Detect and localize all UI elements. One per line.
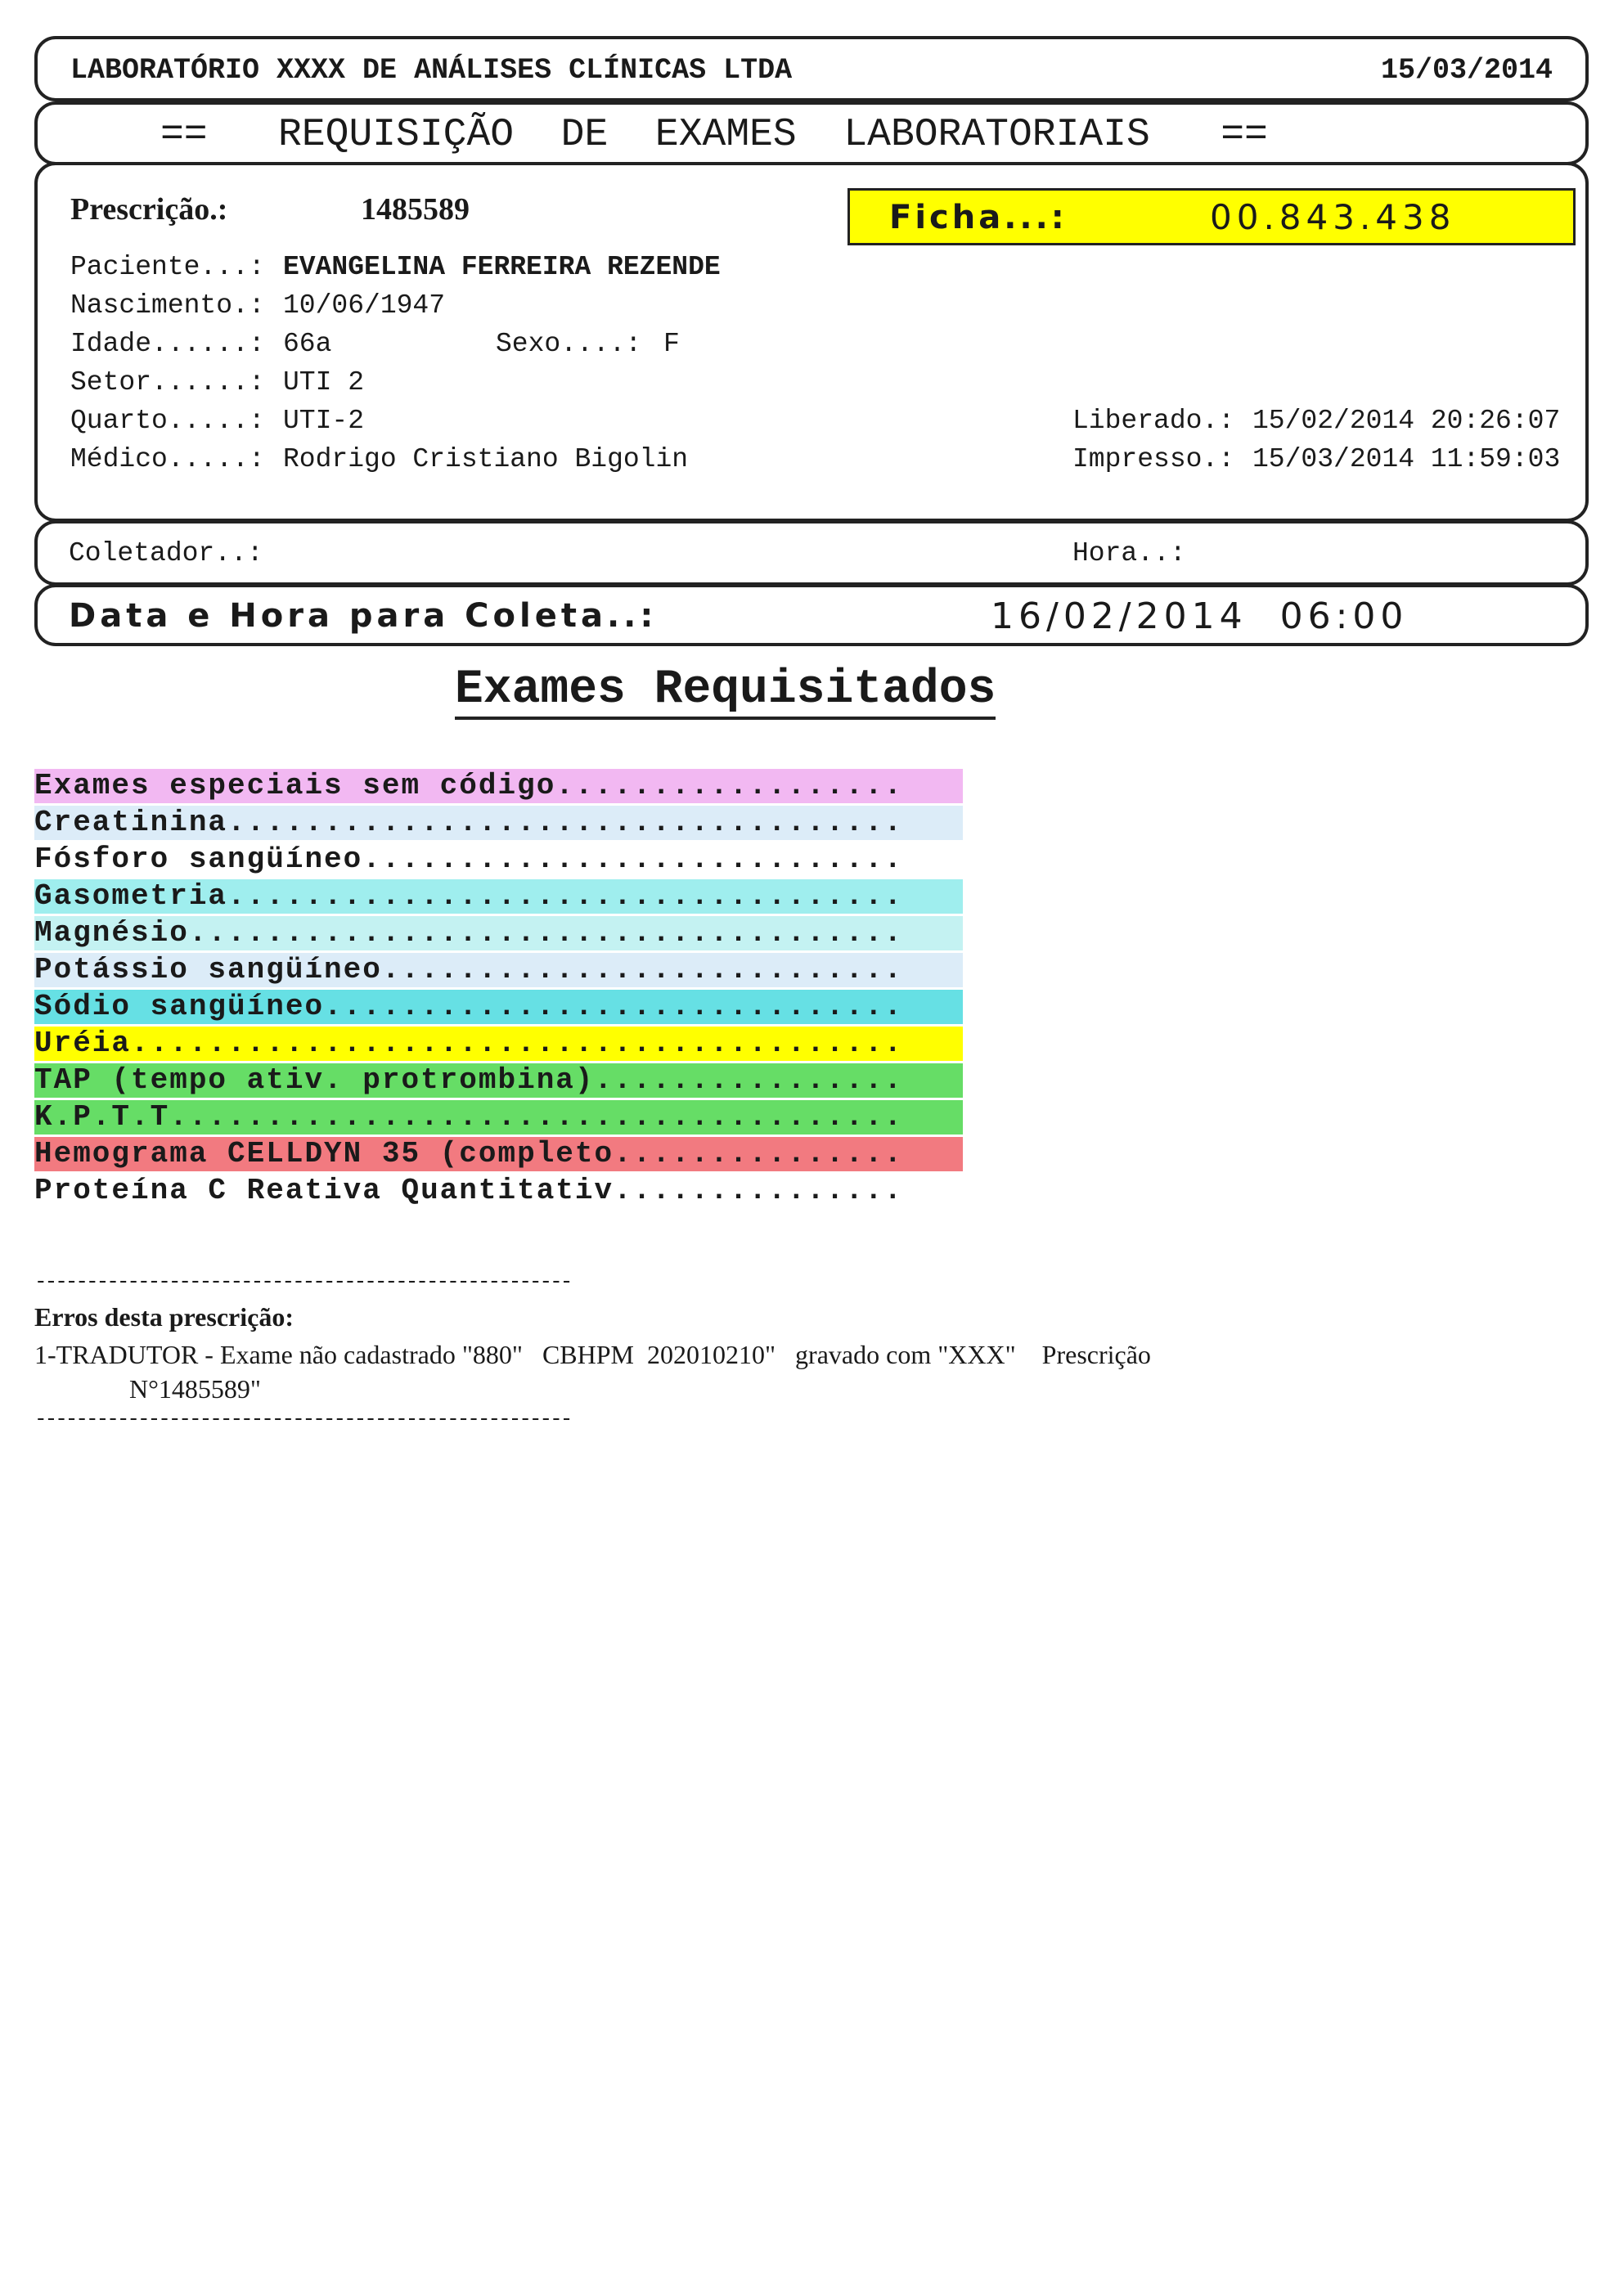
exam-name: TAP (tempo ativ. protrombina)................ — [34, 1063, 904, 1097]
exam-row — [34, 1137, 963, 1171]
errors-title: Erros desta prescrição: — [34, 1302, 294, 1332]
exam-row — [34, 916, 963, 950]
setor-label: Setor......: — [70, 367, 265, 398]
idade-label: Idade......: — [70, 329, 265, 359]
errors-line-2: N°1485589" — [129, 1374, 261, 1404]
collection-datetime-box — [34, 584, 1589, 646]
ficha-label: Ficha...: — [889, 199, 1068, 236]
ficha-value: 00.843.438 — [1210, 197, 1456, 237]
exam-row — [34, 1063, 963, 1098]
exam-row — [34, 806, 963, 840]
print-date: 15/03/2014 — [1380, 54, 1553, 87]
sexo-value: F — [663, 329, 680, 359]
medico-value: Rodrigo Cristiano Bigolin — [283, 444, 689, 474]
exams-title: Exames Requisitados — [455, 664, 996, 720]
patient-info-box — [34, 162, 1589, 522]
quarto-label: Quarto.....: — [70, 406, 265, 436]
exam-name: Magnésio..................................... — [34, 916, 904, 950]
exam-name: Sódio sangüíneo.............................. — [34, 990, 904, 1023]
exam-name: K.P.T.T...................................... — [34, 1100, 904, 1134]
exam-name: Fósforo sangüíneo............................ — [34, 842, 904, 876]
errors-line-1: 1-TRADUTOR - Exame não cadastrado "880" CBHPM 202010210" gravado com "XXX" Prescrição — [34, 1340, 1151, 1369]
paciente-label: Paciente...: — [70, 252, 265, 282]
nascimento-label: Nascimento.: — [70, 290, 265, 321]
impresso-value: 15/03/2014 11:59:03 — [1252, 444, 1561, 474]
prescricao-value: 1485589 — [361, 192, 470, 227]
coletador-label: Coletador..: — [69, 538, 263, 568]
paciente-value: EVANGELINA FERREIRA REZENDE — [283, 252, 721, 282]
lab-name: LABORATÓRIO XXXX DE ANÁLISES CLÍNICAS LTDA — [70, 54, 793, 87]
liberado-value: 15/02/2014 20:26:07 — [1252, 406, 1561, 436]
exam-name: Potássio sangüíneo........................... — [34, 953, 904, 986]
nascimento-value: 10/06/1947 — [283, 290, 446, 321]
lab-header — [34, 36, 1589, 101]
exam-row — [34, 842, 963, 877]
collection-value: 16/02/2014 06:00 — [991, 595, 1409, 637]
exam-row — [34, 1027, 963, 1061]
liberado-label: Liberado.: — [1072, 406, 1235, 436]
exam-name: Hemograma CELLDYN 35 (completo............... — [34, 1137, 904, 1170]
exam-name: Creatinina................................... — [34, 806, 904, 839]
exam-name: Exames especiais sem código.................. — [34, 769, 904, 802]
sexo-label: Sexo....: — [496, 329, 642, 359]
medico-label: Médico.....: — [70, 444, 265, 474]
exam-name: Gasometria................................... — [34, 879, 904, 913]
exam-row — [34, 1100, 963, 1135]
exam-name: Proteína C Reativa Quantitativ............... — [34, 1174, 904, 1207]
exam-row — [34, 1174, 963, 1208]
collector-box — [34, 520, 1589, 586]
exam-row — [34, 879, 963, 914]
form-title: == REQUISIÇÃO DE EXAMES LABORATORIAIS == — [160, 113, 1268, 157]
setor-value: UTI 2 — [283, 367, 365, 398]
errors-divider-top: ---------------------------------------------------- — [34, 1269, 571, 1294]
form-title-box — [34, 101, 1589, 165]
ficha-highlight — [847, 188, 1576, 245]
exam-row — [34, 953, 963, 987]
quarto-value: UTI-2 — [283, 406, 365, 436]
exam-row — [34, 990, 963, 1024]
exam-name: Uréia........................................ — [34, 1027, 904, 1060]
errors-divider-bottom: ---------------------------------------------------- — [34, 1407, 571, 1431]
impresso-label: Impresso.: — [1072, 444, 1235, 474]
exam-row — [34, 769, 963, 803]
prescricao-label: Prescrição.: — [70, 192, 228, 227]
hora-label: Hora..: — [1072, 538, 1186, 568]
collection-label: Data e Hora para Coleta..: — [69, 597, 658, 635]
idade-value: 66a — [283, 329, 332, 359]
